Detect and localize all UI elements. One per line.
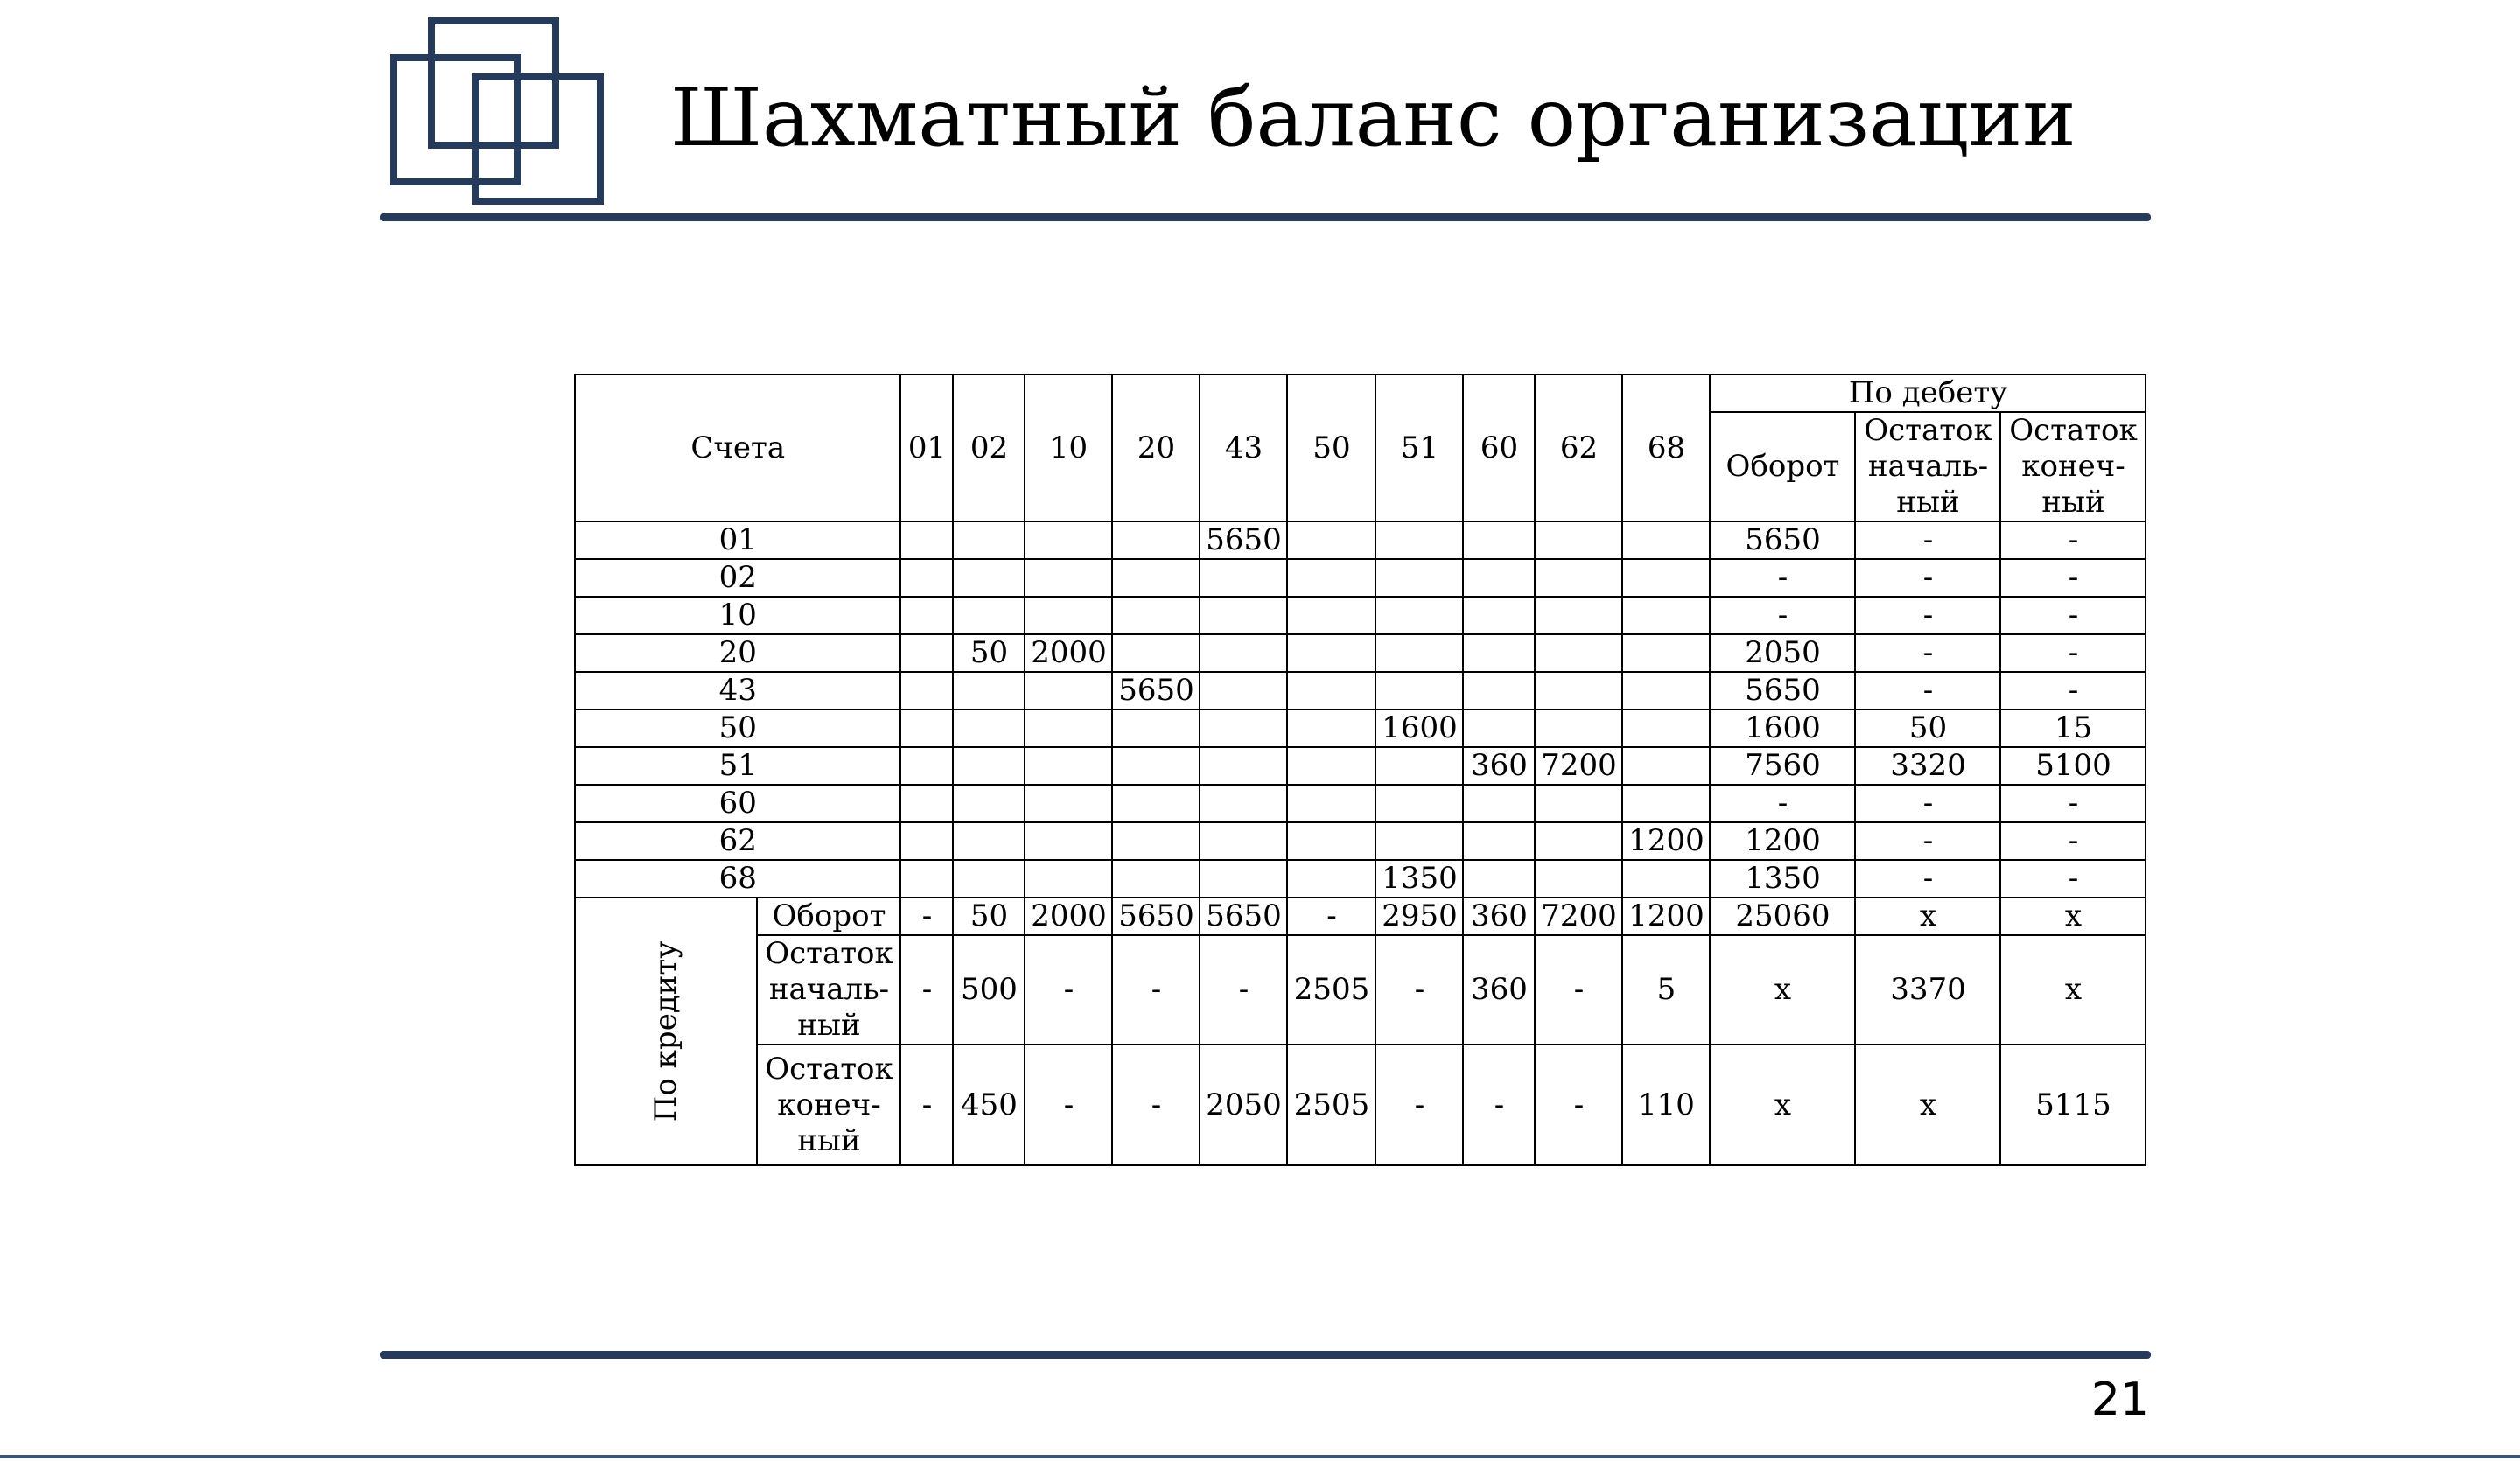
table-cell: - xyxy=(900,935,953,1045)
table-cell xyxy=(1025,672,1112,710)
credit-row-label: Остаток конеч-ный xyxy=(757,1045,900,1165)
credit-account-header: 62 xyxy=(1535,374,1622,521)
debit-account-label: 51 xyxy=(575,747,900,785)
table-cell: 2950 xyxy=(1376,898,1463,935)
table-cell xyxy=(1025,559,1112,597)
credit-group-label: По кредиту xyxy=(648,940,684,1122)
debit-account-label: 60 xyxy=(575,785,900,822)
table-cell: 360 xyxy=(1463,747,1535,785)
table-cell: 5650 xyxy=(1112,898,1200,935)
table-cell xyxy=(1376,597,1463,634)
table-cell xyxy=(1287,634,1376,672)
table-row xyxy=(575,597,2146,634)
table-cell: 2000 xyxy=(1025,898,1112,935)
table-cell xyxy=(1112,785,1200,822)
table-cell: - xyxy=(1535,1045,1622,1165)
table-cell xyxy=(1622,747,1710,785)
table-cell xyxy=(1025,860,1112,898)
credit-row-label: Остаток началь-ный xyxy=(757,935,900,1045)
corner-label: Счета xyxy=(575,374,900,521)
table-cell xyxy=(1535,710,1622,747)
debit-end-balance-cell: - xyxy=(2000,521,2146,559)
debit-start-balance-cell: 50 xyxy=(1855,710,2000,747)
table-cell xyxy=(1200,822,1287,860)
table-cell xyxy=(900,747,953,785)
table-cell xyxy=(953,672,1025,710)
table-cell xyxy=(1535,785,1622,822)
table-cell xyxy=(953,521,1025,559)
debit-start-balance-cell: - xyxy=(1855,634,2000,672)
debit-start-balance-cell: x xyxy=(1855,1045,2000,1165)
table-cell xyxy=(900,521,953,559)
debit-start-balance-cell: - xyxy=(1855,822,2000,860)
table-cell xyxy=(1535,860,1622,898)
table-cell xyxy=(1463,559,1535,597)
table-cell xyxy=(1376,559,1463,597)
debit-turnover-cell: - xyxy=(1710,597,1855,634)
table-cell xyxy=(1200,710,1287,747)
table-cell xyxy=(1025,747,1112,785)
table-row xyxy=(575,860,2146,898)
table-row xyxy=(575,822,2146,860)
table-cell: 2050 xyxy=(1200,1045,1287,1165)
table-cell xyxy=(1112,710,1200,747)
table-cell: 5650 xyxy=(1200,521,1287,559)
table-cell xyxy=(1376,785,1463,822)
debit-turnover-cell: x xyxy=(1710,1045,1855,1165)
table-cell xyxy=(1535,521,1622,559)
table-cell xyxy=(900,860,953,898)
table-cell xyxy=(953,785,1025,822)
table-cell: - xyxy=(1025,935,1112,1045)
debit-turnover-cell: 1200 xyxy=(1710,822,1855,860)
table-cell xyxy=(1463,710,1535,747)
debit-turnover-cell: 25060 xyxy=(1710,898,1855,935)
table-cell xyxy=(1622,860,1710,898)
debit-account-label: 62 xyxy=(575,822,900,860)
table-cell xyxy=(1622,672,1710,710)
credit-account-header: 60 xyxy=(1463,374,1535,521)
table-cell xyxy=(1025,710,1112,747)
table-cell: - xyxy=(1200,935,1287,1045)
debit-account-label: 43 xyxy=(575,672,900,710)
table-cell xyxy=(1535,672,1622,710)
debit-end-balance-cell: x xyxy=(2000,935,2146,1045)
table-cell xyxy=(1287,710,1376,747)
table-cell: - xyxy=(1112,935,1200,1045)
table-cell xyxy=(1535,597,1622,634)
table-row xyxy=(575,521,2146,559)
debit-end-balance-cell: - xyxy=(2000,559,2146,597)
table-row xyxy=(575,747,2146,785)
table-cell xyxy=(1112,860,1200,898)
table-cell xyxy=(1200,747,1287,785)
credit-account-header: 02 xyxy=(953,374,1025,521)
table-cell: 7200 xyxy=(1535,898,1622,935)
debit-start-balance-cell: x xyxy=(1855,898,2000,935)
table-cell xyxy=(1112,521,1200,559)
table-cell xyxy=(1376,634,1463,672)
table-cell: - xyxy=(900,898,953,935)
credit-account-header: 20 xyxy=(1112,374,1200,521)
credit-group-header xyxy=(575,898,757,1165)
debit-turnover-cell: 1350 xyxy=(1710,860,1855,898)
table-cell xyxy=(1463,860,1535,898)
table-cell xyxy=(1200,559,1287,597)
table-cell: - xyxy=(900,1045,953,1165)
debit-account-label: 20 xyxy=(575,634,900,672)
table-cell: 360 xyxy=(1463,935,1535,1045)
table-cell xyxy=(1287,747,1376,785)
table-cell xyxy=(1287,860,1376,898)
table-cell xyxy=(1025,521,1112,559)
table-cell xyxy=(1376,672,1463,710)
debit-start-balance-cell: 3370 xyxy=(1855,935,2000,1045)
table-cell xyxy=(1200,634,1287,672)
table-cell xyxy=(1287,597,1376,634)
debit-end-balance-cell: 15 xyxy=(2000,710,2146,747)
table-cell: 2505 xyxy=(1287,935,1376,1045)
credit-account-header: 43 xyxy=(1200,374,1287,521)
table-cell xyxy=(1112,559,1200,597)
table-cell xyxy=(1200,785,1287,822)
table-cell: - xyxy=(1463,1045,1535,1165)
debit-account-label: 68 xyxy=(575,860,900,898)
table-cell xyxy=(1376,747,1463,785)
table-cell: 5650 xyxy=(1112,672,1200,710)
table-cell: 1200 xyxy=(1622,822,1710,860)
table-cell xyxy=(1535,822,1622,860)
debit-end-balance-cell: - xyxy=(2000,634,2146,672)
table-cell xyxy=(1287,521,1376,559)
credit-account-header: 50 xyxy=(1287,374,1376,521)
debit-start-balance-cell: - xyxy=(1855,521,2000,559)
debit-end-balance-cell: - xyxy=(2000,672,2146,710)
table-cell: 5 xyxy=(1622,935,1710,1045)
table-cell: 1600 xyxy=(1376,710,1463,747)
debit-account-label: 02 xyxy=(575,559,900,597)
table-cell xyxy=(1463,634,1535,672)
debit-start-balance-cell: - xyxy=(1855,672,2000,710)
table-cell xyxy=(900,710,953,747)
table-cell xyxy=(1025,822,1112,860)
debit-end-balance-cell: - xyxy=(2000,822,2146,860)
debit-start-balance-cell: - xyxy=(1855,597,2000,634)
debit-group-header: По дебету xyxy=(1710,374,2146,412)
debit-start-balance-cell: 3320 xyxy=(1855,747,2000,785)
debit-start-balance-cell: - xyxy=(1855,785,2000,822)
table-cell: 2000 xyxy=(1025,634,1112,672)
title-divider xyxy=(380,213,2151,221)
table-cell: 1200 xyxy=(1622,898,1710,935)
table-cell xyxy=(1463,822,1535,860)
table-cell: - xyxy=(1025,1045,1112,1165)
table-cell xyxy=(953,822,1025,860)
debit-turnover-cell: - xyxy=(1710,559,1855,597)
table-cell xyxy=(1622,710,1710,747)
table-cell xyxy=(1200,597,1287,634)
table-cell: - xyxy=(1376,1045,1463,1165)
logo-squares-icon xyxy=(390,17,606,206)
debit-end-balance-cell: - xyxy=(2000,860,2146,898)
debit-end-balance-cell: 5100 xyxy=(2000,747,2146,785)
credit-account-header: 51 xyxy=(1376,374,1463,521)
credit-account-header: 10 xyxy=(1025,374,1112,521)
debit-turnover-cell: 1600 xyxy=(1710,710,1855,747)
table-row xyxy=(575,634,2146,672)
table-cell xyxy=(1112,597,1200,634)
debit-turnover-cell: x xyxy=(1710,935,1855,1045)
table-cell xyxy=(900,785,953,822)
slide-title: Шахматный баланс организации xyxy=(670,71,2076,164)
table-cell xyxy=(900,597,953,634)
table-cell: 5650 xyxy=(1200,898,1287,935)
table-cell xyxy=(1622,634,1710,672)
table-cell: 7200 xyxy=(1535,747,1622,785)
table-cell xyxy=(1463,597,1535,634)
credit-row-label: Оборот xyxy=(757,898,900,935)
table-cell xyxy=(900,672,953,710)
table-cell: - xyxy=(1535,935,1622,1045)
debit-turnover-cell: 5650 xyxy=(1710,521,1855,559)
debit-turnover-header: Оборот xyxy=(1710,412,1855,521)
table-cell xyxy=(1112,822,1200,860)
debit-account-label: 10 xyxy=(575,597,900,634)
debit-end-balance-header: Остаток конеч-ный xyxy=(2000,412,2146,521)
debit-account-label: 50 xyxy=(575,710,900,747)
debit-end-balance-cell: 5115 xyxy=(2000,1045,2146,1165)
debit-turnover-cell: 5650 xyxy=(1710,672,1855,710)
table-cell: - xyxy=(1287,898,1376,935)
table-cell xyxy=(1112,634,1200,672)
table-row xyxy=(575,672,2146,710)
table-cell xyxy=(953,710,1025,747)
table-cell xyxy=(1287,559,1376,597)
table-cell xyxy=(1463,785,1535,822)
table-cell xyxy=(1200,672,1287,710)
credit-account-header: 01 xyxy=(900,374,953,521)
table-cell: 2505 xyxy=(1287,1045,1376,1165)
table-cell: - xyxy=(1112,1045,1200,1165)
table-row xyxy=(575,898,2146,935)
table-cell: 1350 xyxy=(1376,860,1463,898)
table-row xyxy=(575,559,2146,597)
table-cell xyxy=(1376,822,1463,860)
table-cell xyxy=(1463,521,1535,559)
table-cell xyxy=(1287,785,1376,822)
table-cell xyxy=(1287,672,1376,710)
table-row xyxy=(575,785,2146,822)
table-cell xyxy=(900,822,953,860)
debit-account-label: 01 xyxy=(575,521,900,559)
table-cell xyxy=(1535,634,1622,672)
debit-end-balance-cell: - xyxy=(2000,785,2146,822)
debit-end-balance-cell: - xyxy=(2000,597,2146,634)
table-cell xyxy=(1287,822,1376,860)
chess-balance-table xyxy=(574,374,2146,1166)
table-cell xyxy=(900,559,953,597)
table-cell xyxy=(1622,559,1710,597)
table-cell: 360 xyxy=(1463,898,1535,935)
table-cell xyxy=(953,860,1025,898)
table-row xyxy=(575,935,2146,1045)
page-number: 21 xyxy=(2090,1374,2149,1426)
table-cell xyxy=(900,634,953,672)
table-cell xyxy=(1025,597,1112,634)
credit-account-header: 68 xyxy=(1622,374,1710,521)
footer-divider xyxy=(380,1351,2151,1359)
table-cell: 110 xyxy=(1622,1045,1710,1165)
table-cell xyxy=(1200,860,1287,898)
slide-bottom-edge xyxy=(0,1455,2520,1458)
table-cell xyxy=(1622,521,1710,559)
table-cell xyxy=(1376,521,1463,559)
table-cell xyxy=(1112,747,1200,785)
table-cell xyxy=(1622,597,1710,634)
table-cell xyxy=(953,559,1025,597)
table-cell: - xyxy=(1376,935,1463,1045)
debit-start-balance-cell: - xyxy=(1855,860,2000,898)
table-cell: 50 xyxy=(953,898,1025,935)
table-cell: 50 xyxy=(953,634,1025,672)
table-cell xyxy=(953,747,1025,785)
debit-turnover-cell: 2050 xyxy=(1710,634,1855,672)
debit-turnover-cell: 7560 xyxy=(1710,747,1855,785)
table-cell xyxy=(1622,785,1710,822)
debit-start-balance-cell: - xyxy=(1855,559,2000,597)
table-cell xyxy=(1463,672,1535,710)
debit-end-balance-cell: x xyxy=(2000,898,2146,935)
table-cell: 450 xyxy=(953,1045,1025,1165)
debit-turnover-cell: - xyxy=(1710,785,1855,822)
table-row xyxy=(575,1045,2146,1165)
table-cell xyxy=(1025,785,1112,822)
table-cell xyxy=(953,597,1025,634)
debit-start-balance-header: Остаток началь-ный xyxy=(1855,412,2000,521)
table-row xyxy=(575,710,2146,747)
table-cell: 500 xyxy=(953,935,1025,1045)
table-cell xyxy=(1535,559,1622,597)
